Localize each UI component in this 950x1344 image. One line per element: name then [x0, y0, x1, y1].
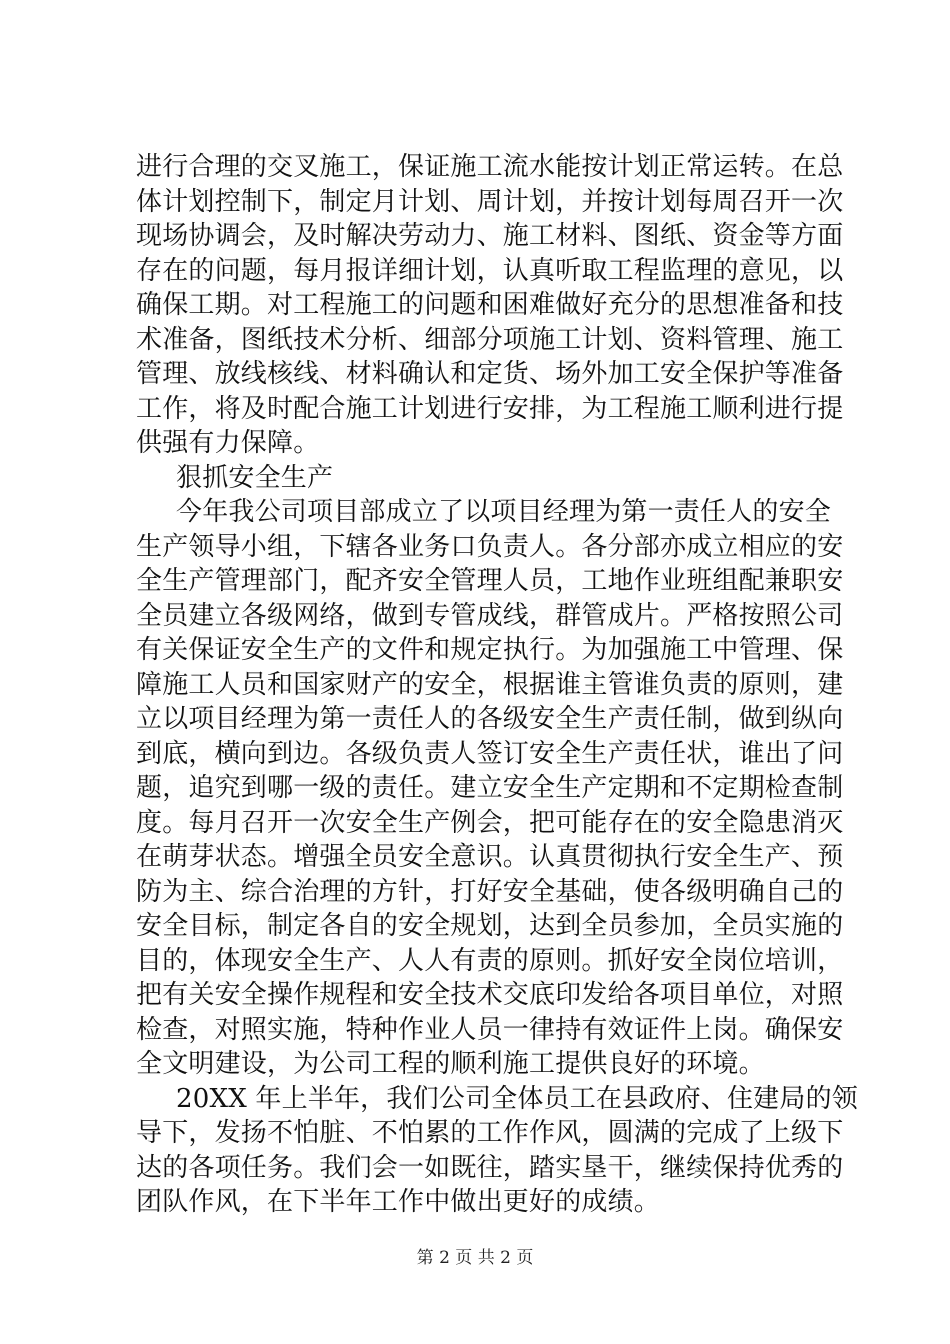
text-line: 体计划控制下，制定月计划、周计划，并按计划每周召开一次: [136, 186, 844, 217]
text-line: 生产领导小组，下辖各业务口负责人。各分部亦成立相应的安: [136, 531, 844, 562]
text-line: 障施工人员和国家财产的安全，根据谁主管谁负责的原则，建: [136, 669, 844, 700]
text-line: 题，追究到哪一级的责任。建立安全生产定期和不定期检查制: [136, 773, 844, 803]
document-body: [136, 150, 858, 1220]
text-line: 安全目标，制定各自的安全规划，达到全员参加，全员实施的: [136, 911, 844, 941]
text-line: 目的，体现安全生产、人人有责的原则。抓好安全岗位培训，: [136, 945, 844, 976]
text-line: 术准备，图纸技术分析、细部分项施工计划、资料管理、施工: [136, 324, 844, 355]
section-heading: 狠抓安全生产: [176, 462, 334, 493]
text-line: 20XX 年上半年，我们公司全体员工在县政府、住建局的领: [176, 1083, 858, 1114]
text-line: 全文明建设，为公司工程的顺利施工提供良好的环境。: [136, 1049, 765, 1079]
text-line: 确保工期。对工程施工的问题和困难做好充分的思想准备和技: [136, 290, 844, 320]
text-line: 团队作风，在下半年工作中做出更好的成绩。: [136, 1187, 661, 1217]
text-line: 全生产管理部门，配齐安全管理人员，工地作业班组配兼职安: [136, 566, 844, 596]
text-line: 在萌芽状态。增强全员安全意识。认真贯彻执行安全生产、预: [136, 842, 844, 872]
text-line: 工作，将及时配合施工计划进行安排，为工程施工顺利进行提: [136, 393, 844, 424]
text-line: 把有关安全操作规程和安全技术交底印发给各项目单位，对照: [136, 980, 844, 1010]
paragraph-safety: [136, 495, 844, 1082]
text-line: 达的各项任务。我们会一如既往，踏实垦干，继续保持优秀的: [136, 1152, 844, 1183]
text-line: 现场协调会，及时解决劳动力、施工材料、图纸、资金等方面: [136, 221, 844, 251]
text-line: 供强有力保障。: [136, 428, 320, 458]
text-line: 防为主、综合治理的方针，打好安全基础，使各级明确自己的: [136, 876, 844, 907]
text-line: 检查，对照实施，特种作业人员一律持有效证件上岗。确保安: [136, 1014, 844, 1045]
text-line: 今年我公司项目部成立了以项目经理为第一责任人的安全: [176, 497, 832, 527]
text-line: 到底，横向到边。各级负责人签订安全生产责任状，谁出了问: [136, 738, 844, 769]
page-footer: 第 2 页 共 2 页: [416, 1248, 534, 1268]
text-line: 进行合理的交叉施工，保证施工流水能按计划正常运转。在总: [136, 152, 844, 182]
text-line: 导下，发扬不怕脏、不怕累的工作作风，圆满的完成了上级下: [136, 1118, 844, 1148]
text-line: 存在的问题，每月报详细计划，认真听取工程监理的意见，以: [136, 255, 844, 286]
text-line: 立以项目经理为第一责任人的各级安全生产责任制，做到纵向: [136, 704, 844, 734]
text-line: 全员建立各级网络，做到专管成线，群管成片。严格按照公司: [136, 600, 844, 631]
paragraph-schedule: [136, 150, 844, 461]
text-line: 管理、放线核线、材料确认和定货、场外加工安全保护等准备: [136, 359, 844, 389]
text-line: 度。每月召开一次安全生产例会，把可能存在的安全隐患消灭: [136, 807, 844, 838]
text-line: 有关保证安全生产的文件和规定执行。为加强施工中管理、保: [136, 635, 844, 665]
paragraph-summary: [136, 1082, 858, 1220]
